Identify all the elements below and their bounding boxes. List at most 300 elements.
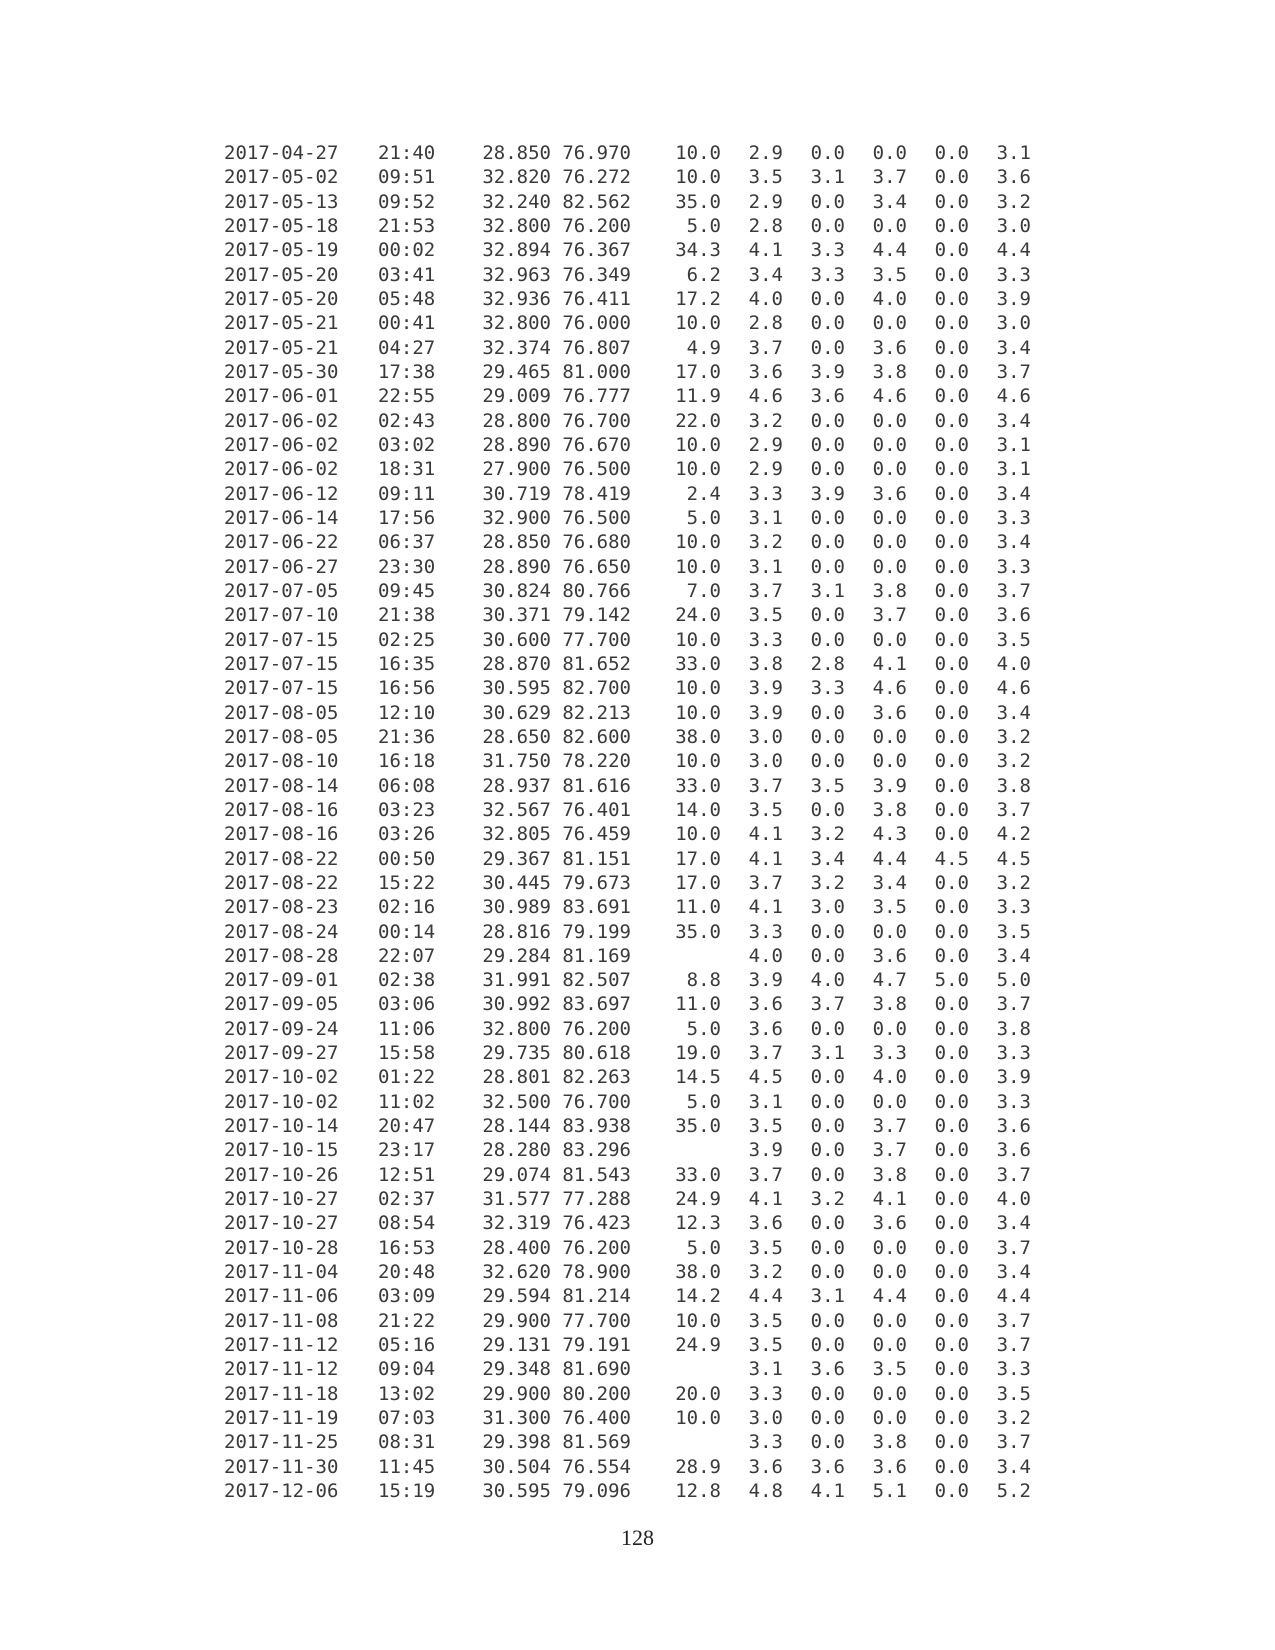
table-cell: 0.0 xyxy=(810,312,845,335)
table-cell: 78.220 xyxy=(562,750,631,773)
table-cell: 2017-11-30 xyxy=(224,1455,339,1478)
table-cell: 2017-06-12 xyxy=(224,482,339,505)
table-cell: 10.0 xyxy=(675,701,721,724)
table-cell: 79.673 xyxy=(562,871,631,894)
table-cell: 0.0 xyxy=(934,579,969,602)
table-row xyxy=(224,1430,1031,1454)
table-cell: 3.8 xyxy=(872,993,907,1016)
table-cell: 0.0 xyxy=(934,677,969,700)
table-cell: 3.6 xyxy=(996,1115,1031,1138)
table-cell: 0.0 xyxy=(934,166,969,189)
table-cell: 0.0 xyxy=(810,1431,845,1454)
table-cell: 3.7 xyxy=(996,1309,1031,1332)
table-cell: 0.0 xyxy=(934,774,969,797)
table-cell: 0.0 xyxy=(934,628,969,651)
table-cell: 10.0 xyxy=(675,312,721,335)
table-cell: 32.319 xyxy=(482,1212,551,1235)
table-cell: 24.9 xyxy=(675,1334,721,1357)
table-cell: 35.0 xyxy=(675,920,721,943)
table-cell: 2017-08-05 xyxy=(224,725,339,748)
table-cell: 0.0 xyxy=(872,1334,907,1357)
table-cell: 28.890 xyxy=(482,555,551,578)
earthquake-catalog-table xyxy=(224,141,1031,1503)
table-cell: 0.0 xyxy=(810,287,845,310)
table-cell: 76.700 xyxy=(562,1090,631,1113)
table-row xyxy=(224,1284,1031,1308)
table-cell: 0.0 xyxy=(810,701,845,724)
table-cell: 3.7 xyxy=(996,1163,1031,1186)
table-cell: 5.0 xyxy=(686,1090,721,1113)
table-cell: 0.0 xyxy=(872,312,907,335)
table-cell: 4.6 xyxy=(872,677,907,700)
table-cell: 3.2 xyxy=(810,871,845,894)
table-cell: 3.2 xyxy=(996,750,1031,773)
table-cell: 0.0 xyxy=(872,1261,907,1284)
table-cell: 2017-11-25 xyxy=(224,1431,339,1454)
table-cell: 0.0 xyxy=(934,360,969,383)
table-cell: 17:56 xyxy=(378,506,436,529)
table-cell: 2017-11-12 xyxy=(224,1334,339,1357)
table-cell: 14.5 xyxy=(675,1066,721,1089)
table-cell: 3.9 xyxy=(748,701,783,724)
table-cell: 76.500 xyxy=(562,506,631,529)
table-cell: 3.1 xyxy=(810,579,845,602)
table-cell: 3.0 xyxy=(748,750,783,773)
table-cell: 3.4 xyxy=(996,1261,1031,1284)
table-cell: 31.750 xyxy=(482,750,551,773)
table-cell: 0.0 xyxy=(810,458,845,481)
table-cell: 0.0 xyxy=(872,555,907,578)
table-cell: 27.900 xyxy=(482,458,551,481)
table-cell: 09:11 xyxy=(378,482,436,505)
table-cell: 05:48 xyxy=(378,287,436,310)
table-cell: 0.0 xyxy=(934,1139,969,1162)
table-cell: 0.0 xyxy=(934,1334,969,1357)
table-cell: 3.0 xyxy=(996,312,1031,335)
table-cell: 0.0 xyxy=(872,750,907,773)
table-cell: 2017-05-18 xyxy=(224,214,339,237)
table-cell: 0.0 xyxy=(810,1017,845,1040)
table-cell: 2017-05-19 xyxy=(224,239,339,262)
table-cell: 2.8 xyxy=(748,214,783,237)
table-row xyxy=(224,457,1031,481)
table-cell: 3.9 xyxy=(810,482,845,505)
table-row xyxy=(224,1309,1031,1333)
table-cell: 3.6 xyxy=(872,1212,907,1235)
table-cell: 0.0 xyxy=(934,433,969,456)
table-cell: 82.213 xyxy=(562,701,631,724)
table-cell: 4.1 xyxy=(810,1480,845,1503)
table-cell: 28.850 xyxy=(482,142,551,164)
table-cell: 6.2 xyxy=(686,263,721,286)
table-cell: 4.1 xyxy=(872,1188,907,1211)
table-cell: 3.5 xyxy=(872,263,907,286)
table-cell: 29.465 xyxy=(482,360,551,383)
table-cell: 0.0 xyxy=(872,433,907,456)
table-cell: 2.8 xyxy=(748,312,783,335)
table-cell: 29.594 xyxy=(482,1285,551,1308)
table-cell: 10.0 xyxy=(675,1407,721,1430)
table-row xyxy=(224,847,1031,871)
table-cell: 02:25 xyxy=(378,628,436,651)
table-cell: 3.1 xyxy=(810,166,845,189)
table-cell: 23:17 xyxy=(378,1139,436,1162)
table-cell: 81.652 xyxy=(562,652,631,675)
table-cell: 32.805 xyxy=(482,823,551,846)
table-cell: 0.0 xyxy=(810,190,845,213)
table-cell: 4.0 xyxy=(748,944,783,967)
table-row xyxy=(224,1114,1031,1138)
table-cell: 76.400 xyxy=(562,1407,631,1430)
table-cell: 2017-08-23 xyxy=(224,896,339,919)
table-cell: 3.7 xyxy=(996,1334,1031,1357)
table-cell: 3.7 xyxy=(810,993,845,1016)
table-cell: 03:41 xyxy=(378,263,436,286)
table-cell: 76.700 xyxy=(562,409,631,432)
table-cell: 0.0 xyxy=(872,1017,907,1040)
table-cell: 0.0 xyxy=(934,1407,969,1430)
table-cell: 3.8 xyxy=(996,774,1031,797)
table-cell: 3.8 xyxy=(872,1163,907,1186)
table-cell: 29.367 xyxy=(482,847,551,870)
table-cell: 2017-10-27 xyxy=(224,1188,339,1211)
table-cell: 3.4 xyxy=(996,531,1031,554)
table-cell: 10.0 xyxy=(675,628,721,651)
table-cell: 3.7 xyxy=(996,1236,1031,1259)
table-cell: 3.2 xyxy=(748,409,783,432)
table-cell: 4.7 xyxy=(872,969,907,992)
table-cell: 20:48 xyxy=(378,1261,436,1284)
table-cell: 3.9 xyxy=(810,360,845,383)
table-cell: 3.2 xyxy=(996,1407,1031,1430)
table-cell: 2017-11-04 xyxy=(224,1261,339,1284)
table-cell: 10.0 xyxy=(675,458,721,481)
table-cell: 4.4 xyxy=(872,1285,907,1308)
table-cell: 32.567 xyxy=(482,798,551,821)
table-cell: 31.991 xyxy=(482,969,551,992)
table-cell: 30.719 xyxy=(482,482,551,505)
table-cell: 4.0 xyxy=(810,969,845,992)
table-cell: 02:37 xyxy=(378,1188,436,1211)
table-cell: 0.0 xyxy=(934,190,969,213)
table-cell: 3.6 xyxy=(748,993,783,1016)
table-cell: 3.4 xyxy=(996,409,1031,432)
table-cell: 0.0 xyxy=(934,409,969,432)
table-cell: 2017-05-02 xyxy=(224,166,339,189)
table-cell: 3.9 xyxy=(748,969,783,992)
table-cell: 3.9 xyxy=(748,677,783,700)
table-cell: 2017-07-05 xyxy=(224,579,339,602)
table-cell: 0.0 xyxy=(934,312,969,335)
table-cell: 2017-06-14 xyxy=(224,506,339,529)
table-cell: 0.0 xyxy=(872,920,907,943)
table-cell: 3.8 xyxy=(872,798,907,821)
table-cell: 0.0 xyxy=(934,555,969,578)
table-cell: 16:53 xyxy=(378,1236,436,1259)
table-cell: 09:52 xyxy=(378,190,436,213)
table-cell: 3.4 xyxy=(996,482,1031,505)
table-cell: 2017-10-28 xyxy=(224,1236,339,1259)
table-row xyxy=(224,1138,1031,1162)
table-cell: 11:45 xyxy=(378,1455,436,1478)
table-row xyxy=(224,774,1031,798)
table-cell: 32.800 xyxy=(482,312,551,335)
table-cell: 11.9 xyxy=(675,385,721,408)
table-cell: 3.5 xyxy=(748,1309,783,1332)
table-row xyxy=(224,603,1031,627)
table-cell: 76.401 xyxy=(562,798,631,821)
table-cell: 3.7 xyxy=(872,604,907,627)
table-cell: 2017-06-22 xyxy=(224,531,339,554)
table-cell: 11:06 xyxy=(378,1017,436,1040)
table-cell: 29.074 xyxy=(482,1163,551,1186)
table-cell: 3.4 xyxy=(810,847,845,870)
table-cell: 3.5 xyxy=(748,1334,783,1357)
table-row xyxy=(224,822,1031,846)
table-row xyxy=(224,530,1031,554)
table-row xyxy=(224,1455,1031,1479)
table-cell: 0.0 xyxy=(872,409,907,432)
table-cell: 76.459 xyxy=(562,823,631,846)
table-cell: 82.263 xyxy=(562,1066,631,1089)
table-cell: 3.3 xyxy=(996,1358,1031,1381)
table-cell: 79.142 xyxy=(562,604,631,627)
table-cell: 76.349 xyxy=(562,263,631,286)
table-cell: 0.0 xyxy=(810,506,845,529)
table-cell: 34.3 xyxy=(675,239,721,262)
table-cell: 03:26 xyxy=(378,823,436,846)
table-cell: 2017-05-20 xyxy=(224,263,339,286)
table-cell: 0.0 xyxy=(934,336,969,359)
table-cell: 76.411 xyxy=(562,287,631,310)
table-cell: 0.0 xyxy=(810,1236,845,1259)
table-cell: 3.1 xyxy=(996,142,1031,164)
table-cell: 3.7 xyxy=(996,798,1031,821)
table-cell: 2017-06-01 xyxy=(224,385,339,408)
table-cell: 28.850 xyxy=(482,531,551,554)
table-cell: 4.5 xyxy=(748,1066,783,1089)
table-cell: 03:23 xyxy=(378,798,436,821)
table-row xyxy=(224,701,1031,725)
table-cell: 20.0 xyxy=(675,1382,721,1405)
table-cell: 3.1 xyxy=(996,433,1031,456)
table-cell: 35.0 xyxy=(675,190,721,213)
table-cell: 05:16 xyxy=(378,1334,436,1357)
table-cell: 3.5 xyxy=(996,628,1031,651)
table-row xyxy=(224,263,1031,287)
table-cell: 0.0 xyxy=(934,1455,969,1478)
table-cell: 5.0 xyxy=(686,1236,721,1259)
table-cell: 76.200 xyxy=(562,1236,631,1259)
table-cell: 29.900 xyxy=(482,1382,551,1405)
table-cell: 82.562 xyxy=(562,190,631,213)
table-cell: 0.0 xyxy=(934,214,969,237)
table-cell: 30.595 xyxy=(482,1480,551,1503)
table-cell: 82.700 xyxy=(562,677,631,700)
table-cell: 4.4 xyxy=(872,847,907,870)
table-cell: 32.820 xyxy=(482,166,551,189)
table-cell: 32.800 xyxy=(482,214,551,237)
table-cell: 10.0 xyxy=(675,555,721,578)
table-cell: 3.5 xyxy=(748,1115,783,1138)
table-cell: 30.595 xyxy=(482,677,551,700)
table-cell: 0.0 xyxy=(934,1261,969,1284)
table-cell: 80.766 xyxy=(562,579,631,602)
table-cell: 0.0 xyxy=(872,628,907,651)
table-cell: 29.735 xyxy=(482,1042,551,1065)
table-cell: 2.9 xyxy=(748,190,783,213)
table-cell: 3.7 xyxy=(996,993,1031,1016)
table-cell: 82.507 xyxy=(562,969,631,992)
table-cell: 3.0 xyxy=(996,214,1031,237)
table-cell: 32.374 xyxy=(482,336,551,359)
table-cell: 12.8 xyxy=(675,1480,721,1503)
table-cell: 3.3 xyxy=(748,628,783,651)
table-cell: 0.0 xyxy=(872,1407,907,1430)
table-cell: 4.1 xyxy=(748,847,783,870)
table-cell: 11.0 xyxy=(675,896,721,919)
table-cell: 76.650 xyxy=(562,555,631,578)
table-cell: 81.543 xyxy=(562,1163,631,1186)
table-cell: 3.9 xyxy=(872,774,907,797)
table-cell: 3.1 xyxy=(996,458,1031,481)
table-cell: 0.0 xyxy=(810,944,845,967)
table-cell: 2.9 xyxy=(748,142,783,164)
table-row xyxy=(224,165,1031,189)
table-cell: 0.0 xyxy=(810,725,845,748)
table-cell: 4.8 xyxy=(748,1480,783,1503)
table-cell: 3.7 xyxy=(996,360,1031,383)
table-cell: 83.697 xyxy=(562,993,631,1016)
table-cell: 5.1 xyxy=(872,1480,907,1503)
table-cell: 83.296 xyxy=(562,1139,631,1162)
table-cell: 3.7 xyxy=(872,1115,907,1138)
table-cell: 33.0 xyxy=(675,652,721,675)
table-cell: 22:55 xyxy=(378,385,436,408)
table-cell: 0.0 xyxy=(810,1066,845,1089)
table-cell: 21:38 xyxy=(378,604,436,627)
table-cell: 4.9 xyxy=(686,336,721,359)
table-cell: 3.6 xyxy=(996,604,1031,627)
table-cell: 3.8 xyxy=(872,579,907,602)
table-cell: 2.4 xyxy=(686,482,721,505)
table-cell: 5.0 xyxy=(686,214,721,237)
table-cell: 0.0 xyxy=(934,823,969,846)
table-row xyxy=(224,579,1031,603)
table-cell: 08:31 xyxy=(378,1431,436,1454)
table-cell: 78.419 xyxy=(562,482,631,505)
table-cell: 4.1 xyxy=(748,239,783,262)
table-cell: 16:18 xyxy=(378,750,436,773)
table-cell: 2017-09-27 xyxy=(224,1042,339,1065)
table-cell: 5.0 xyxy=(934,969,969,992)
table-cell: 22:07 xyxy=(378,944,436,967)
table-cell: 3.7 xyxy=(996,579,1031,602)
table-cell: 77.700 xyxy=(562,1309,631,1332)
table-cell: 3.8 xyxy=(872,1431,907,1454)
table-cell: 76.500 xyxy=(562,458,631,481)
table-row xyxy=(224,920,1031,944)
table-cell: 18:31 xyxy=(378,458,436,481)
table-row xyxy=(224,725,1031,749)
table-cell: 2017-11-18 xyxy=(224,1382,339,1405)
table-cell: 02:38 xyxy=(378,969,436,992)
table-cell: 0.0 xyxy=(934,1285,969,1308)
table-cell: 32.894 xyxy=(482,239,551,262)
table-cell: 0.0 xyxy=(934,506,969,529)
table-cell: 2017-05-20 xyxy=(224,287,339,310)
table-row xyxy=(224,871,1031,895)
table-cell: 2017-10-26 xyxy=(224,1163,339,1186)
table-cell: 2017-07-10 xyxy=(224,604,339,627)
table-cell: 83.938 xyxy=(562,1115,631,1138)
table-cell: 3.4 xyxy=(996,944,1031,967)
table-cell: 28.801 xyxy=(482,1066,551,1089)
table-cell: 10.0 xyxy=(675,142,721,164)
table-cell: 2017-07-15 xyxy=(224,677,339,700)
table-cell: 02:43 xyxy=(378,409,436,432)
table-cell: 0.0 xyxy=(934,701,969,724)
table-cell: 0.0 xyxy=(872,142,907,164)
table-cell: 2.8 xyxy=(810,652,845,675)
table-cell: 3.6 xyxy=(872,482,907,505)
table-row xyxy=(224,190,1031,214)
table-cell: 30.824 xyxy=(482,579,551,602)
table-cell: 0.0 xyxy=(872,1236,907,1259)
table-cell: 09:04 xyxy=(378,1358,436,1381)
table-cell: 0.0 xyxy=(934,993,969,1016)
table-cell: 2017-11-12 xyxy=(224,1358,339,1381)
table-cell: 3.3 xyxy=(996,506,1031,529)
table-cell: 3.3 xyxy=(810,263,845,286)
table-cell: 28.280 xyxy=(482,1139,551,1162)
table-cell: 76.272 xyxy=(562,166,631,189)
table-cell: 14.0 xyxy=(675,798,721,821)
table-cell: 13:02 xyxy=(378,1382,436,1405)
table-cell: 01:22 xyxy=(378,1066,436,1089)
table-cell: 3.3 xyxy=(996,1090,1031,1113)
table-cell: 3.6 xyxy=(748,1212,783,1235)
table-cell: 79.191 xyxy=(562,1334,631,1357)
table-row xyxy=(224,336,1031,360)
table-row xyxy=(224,1357,1031,1381)
table-cell: 0.0 xyxy=(810,604,845,627)
table-cell: 80.618 xyxy=(562,1042,631,1065)
table-cell: 4.0 xyxy=(996,1188,1031,1211)
table-cell: 3.7 xyxy=(748,1163,783,1186)
table-cell: 30.445 xyxy=(482,871,551,894)
table-row xyxy=(224,749,1031,773)
table-cell: 2017-11-08 xyxy=(224,1309,339,1332)
table-row xyxy=(224,384,1031,408)
table-cell: 3.4 xyxy=(872,190,907,213)
table-row xyxy=(224,992,1031,1016)
table-cell: 76.807 xyxy=(562,336,631,359)
table-row xyxy=(224,238,1031,262)
table-cell: 0.0 xyxy=(934,1309,969,1332)
table-cell: 2017-07-15 xyxy=(224,628,339,651)
table-cell: 0.0 xyxy=(934,871,969,894)
table-cell: 00:41 xyxy=(378,312,436,335)
table-row xyxy=(224,1041,1031,1065)
page-number: 128 xyxy=(621,1525,654,1550)
table-cell: 17:38 xyxy=(378,360,436,383)
table-cell: 0.0 xyxy=(872,506,907,529)
table-cell: 29.009 xyxy=(482,385,551,408)
table-cell: 15:22 xyxy=(378,871,436,894)
table-cell: 0.0 xyxy=(810,628,845,651)
table-cell: 2017-05-13 xyxy=(224,190,339,213)
